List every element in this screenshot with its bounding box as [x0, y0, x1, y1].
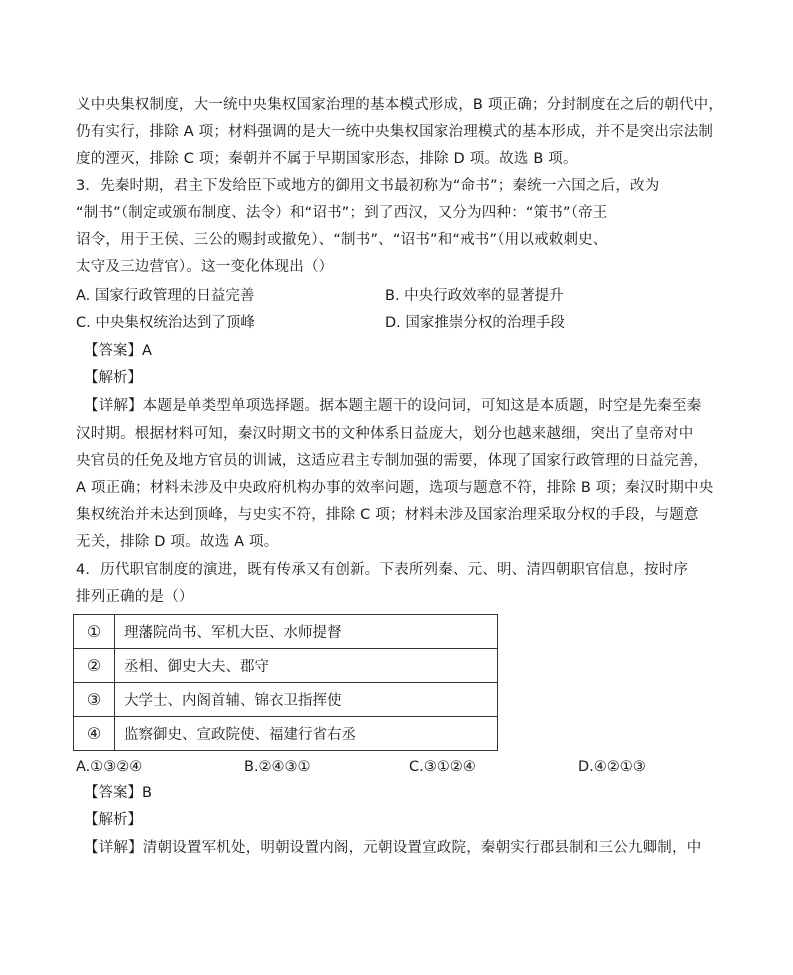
q3-detail-line-4: A 项正确；材料未涉及中央政府机构办事的效率问题，选项与题意不符，排除 B 项；秦汉时期中央 [76, 480, 714, 496]
row-offices: 理藩院尚书、军机大臣、水师提督 [115, 615, 498, 649]
row-offices: 大学士、内阁首辅、锦衣卫指挥使 [115, 683, 498, 717]
row-number: ① [74, 615, 115, 649]
q3-option-d: D. 国家推崇分权的治理手段 [385, 315, 565, 331]
q4-detail-line-1: 【详解】清朝设置军机处，明朝设置内阁，元朝设置宣政院，秦朝实行郡县制和三公九卿制，中 [84, 840, 702, 856]
q4-offices-table [73, 614, 498, 751]
q3-detail-line-3: 央官员的任免及地方官员的训诫，这适应君主专制加强的需要，体现了国家行政管理的日益完善， [76, 453, 709, 469]
q4-analysis-heading: 【解析】 [84, 812, 142, 828]
q3-detail-line-6: 无关，排除 D 项。故选 A 项。 [76, 534, 279, 550]
row-number: ③ [74, 683, 115, 717]
q3-option-b: B. 中央行政效率的显著提升 [385, 288, 564, 304]
q3-stem-line-4: 太守及三边营官）。这一变化体现出（） [76, 259, 334, 275]
row-number: ② [74, 649, 115, 683]
q3-detail-line-5: 集权统治并未达到顶峰，与史实不符，排除 C 项；材料未涉及国家治理采取分权的手段，与题意 [76, 507, 699, 523]
table-row [74, 615, 498, 649]
q4-option-d: D.④②①③ [578, 759, 646, 775]
table-row [74, 649, 498, 683]
q2-analysis-line-3: 度的湮灭，排除 C 项；秦朝并不属于早期国家形态，排除 D 项。故选 B 项。 [76, 151, 578, 167]
q4-stem-line-1: 4．历代职官制度的演进，既有传承又有创新。下表所列秦、元、明、清四朝职官信息，按时序 [76, 562, 689, 578]
q4-option-b: B.②④③① [244, 759, 311, 775]
q3-stem-line-3: 诏令，用于王侯、三公的赐封或撤免）、“制书”、“诏书”和“戒书”（用以戒敕刺史、 [76, 232, 608, 248]
q3-stem-line-1: 3．先秦时期，君主下发给臣下或地方的御用文书最初称为“命书”；秦统一六国之后，改为 [76, 178, 660, 194]
q2-analysis-line-2: 仍有实行，排除 A 项；材料强调的是大一统中央集权国家治理模式的基本形成，并不是突出宗法制 [76, 124, 714, 140]
q3-option-a: A. 国家行政管理的日益完善 [76, 288, 255, 304]
q3-answer: 【答案】A [84, 343, 152, 359]
q3-detail-line-2: 汉时期。根据材料可知，秦汉时期文书的文种体系日益庞大，划分也越来越细，突出了皇帝对中 [76, 426, 694, 442]
q4-option-a: A.①③②④ [76, 759, 143, 775]
q3-stem-line-2: “制书”（制定或颁布制度、法令）和“诏书”；到了西汉，又分为四种：“策书”（帝王 [76, 205, 608, 221]
q4-stem-line-2: 排列正确的是（） [76, 589, 194, 605]
q3-option-c: C. 中央集权统治达到了顶峰 [76, 315, 255, 331]
q4-option-c: C.③①②④ [409, 759, 476, 775]
row-offices: 丞相、御史大夫、郡守 [115, 649, 498, 683]
q2-analysis-line-1: 义中央集权制度，大一统中央集权国家治理的基本模式形成，B 项正确；分封制度在之后的朝代中， [76, 97, 724, 113]
table-row [74, 683, 498, 717]
row-offices: 监察御史、宣政院使、福建行省右丞 [115, 717, 498, 751]
q4-answer: 【答案】B [84, 785, 152, 801]
row-number: ④ [74, 717, 115, 751]
table-row [74, 717, 498, 751]
q3-analysis-heading: 【解析】 [84, 370, 142, 386]
q3-detail-line-1: 【详解】本题是单类型单项选择题。据本题主题干的设问词，可知这是本质题，时空是先秦至秦 [84, 398, 702, 414]
